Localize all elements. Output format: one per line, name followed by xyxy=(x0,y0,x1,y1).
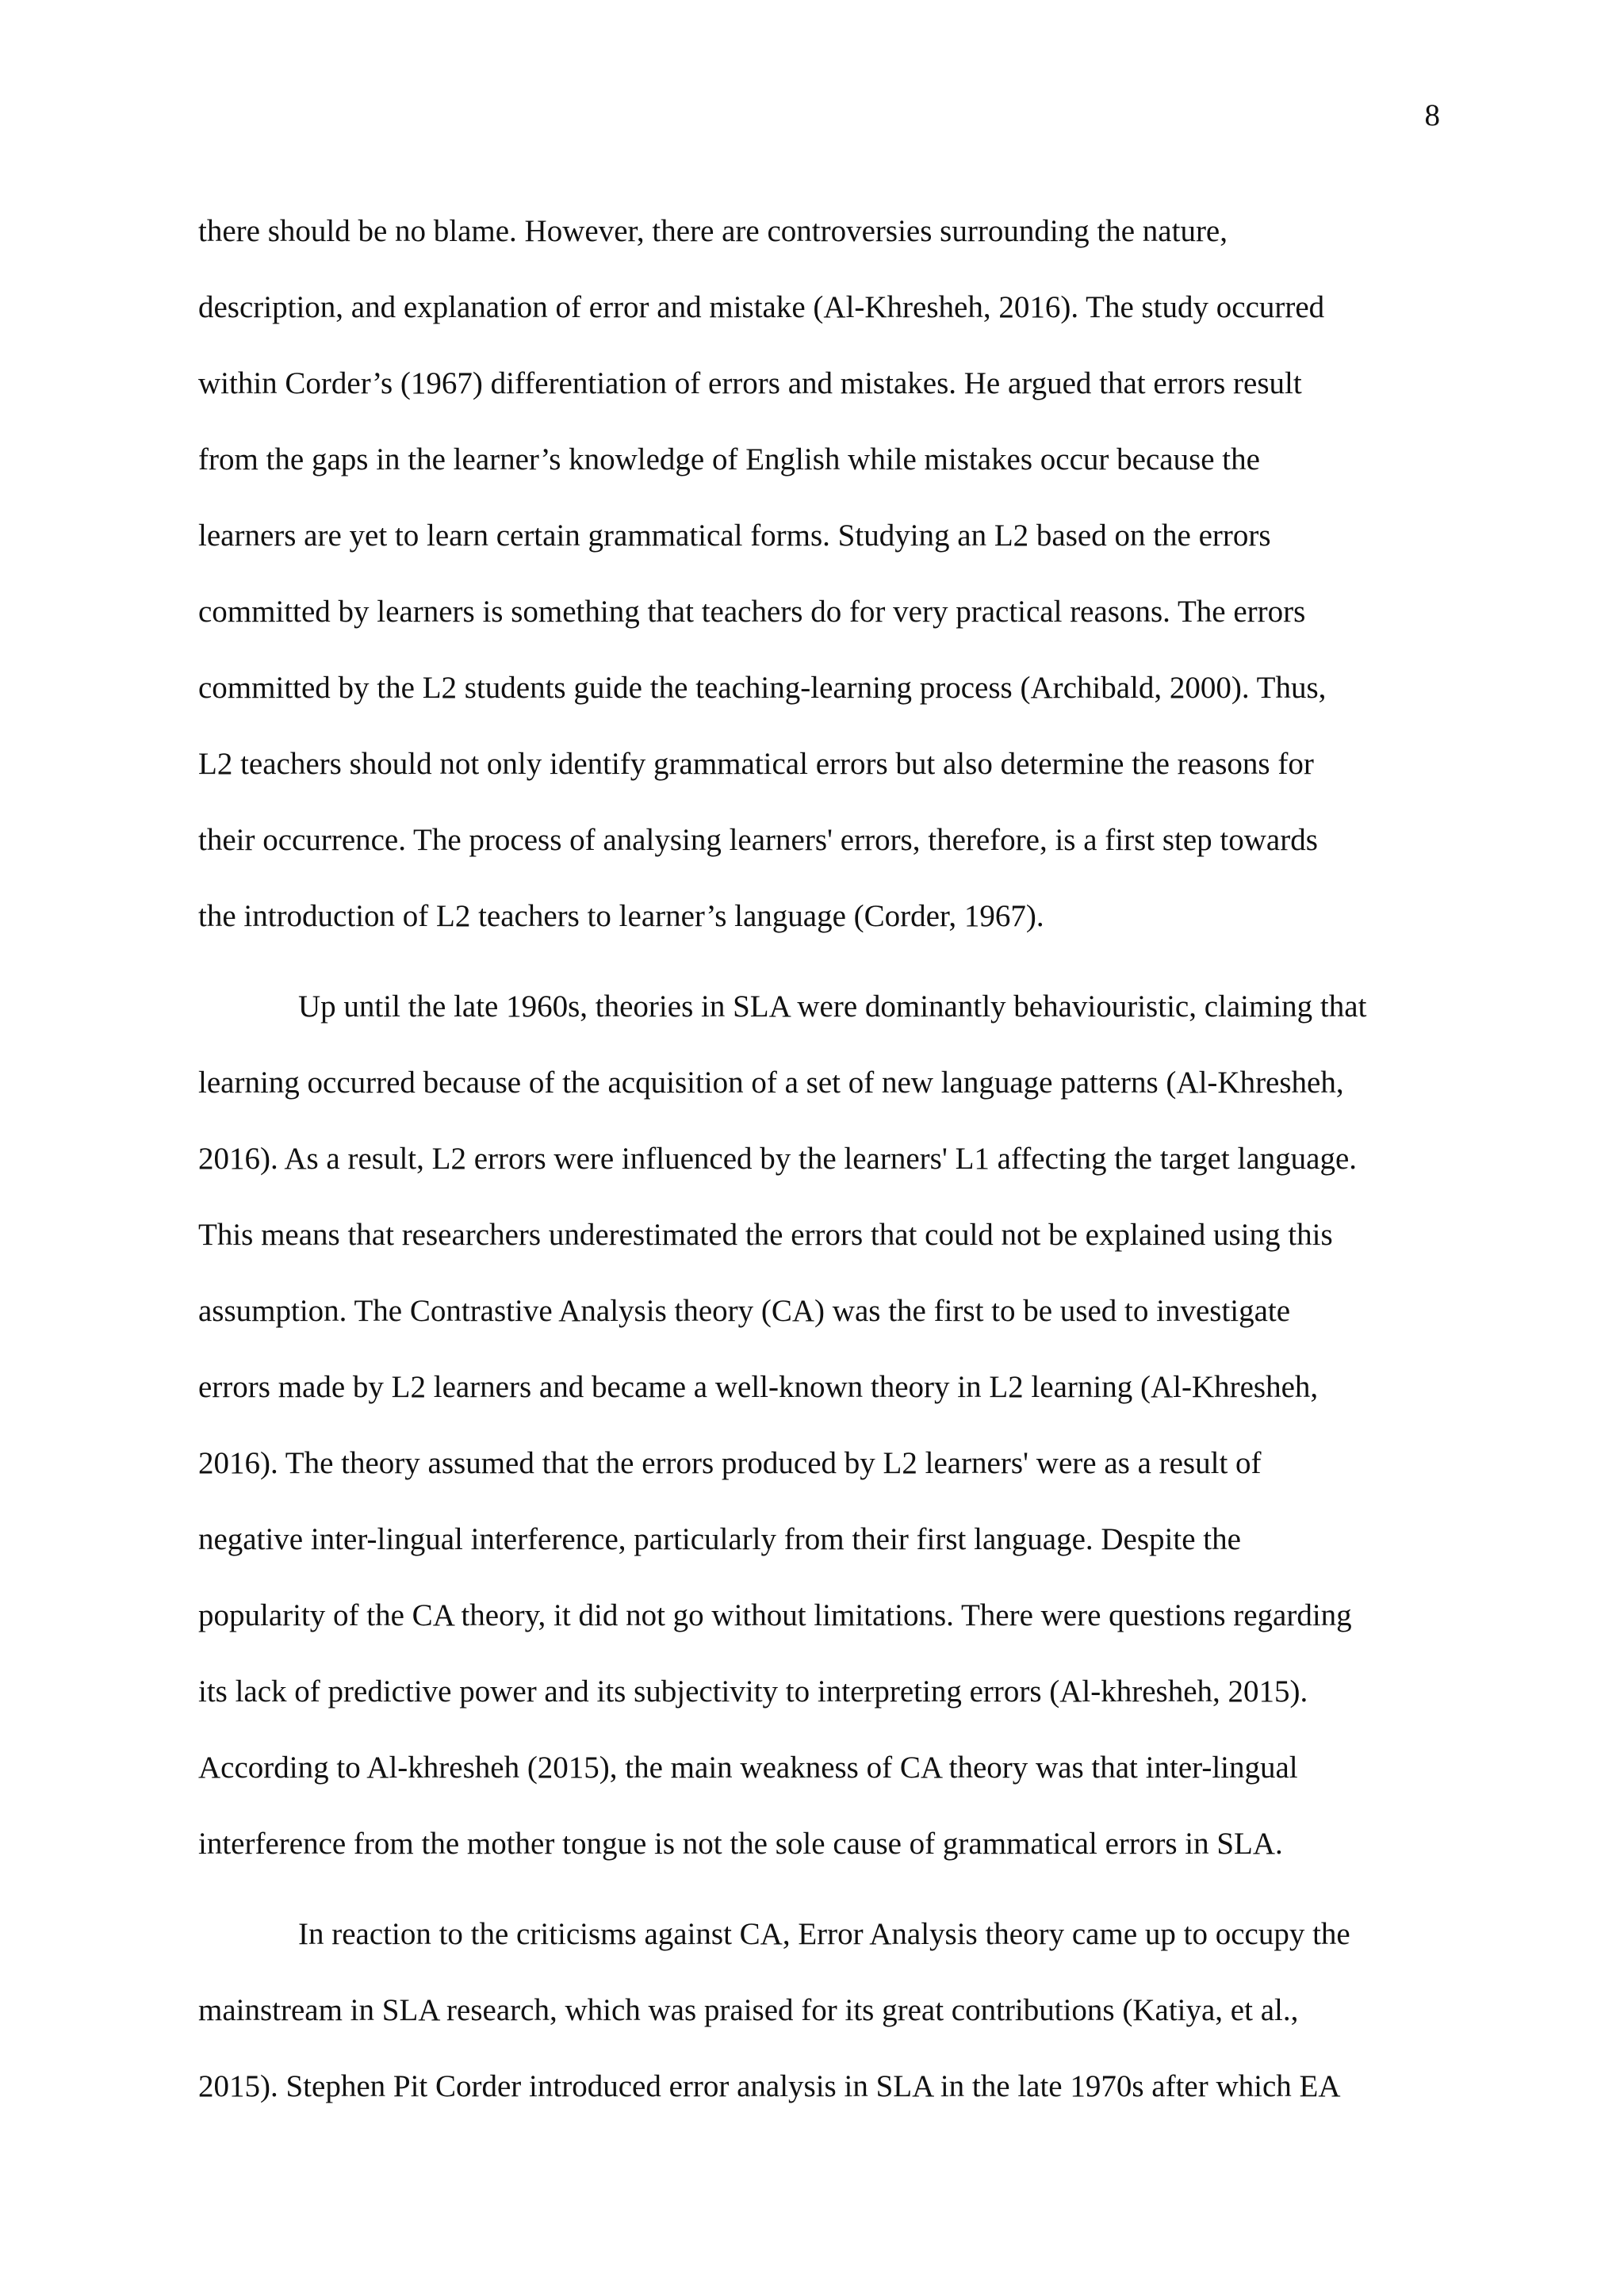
paragraph-line: mainstream in SLA research, which was praised for its great contributions (Katiya, et al., xyxy=(198,1993,1299,2027)
paragraph-line: L2 teachers should not only identify grammatical errors but also determine the reasons for xyxy=(198,747,1314,781)
paragraph-3 xyxy=(198,1896,1443,2125)
paragraph-line: its lack of predictive power and its subjectivity to interpreting errors (Al-khresheh, 2015). xyxy=(198,1674,1308,1709)
paragraph-line: committed by the L2 students guide the teaching-learning process (Archibald, 2000). Thus, xyxy=(198,671,1327,705)
paragraph-line: 2015). Stephen Pit Corder introduced error analysis in SLA in the late 1970s after which EA xyxy=(198,2069,1341,2103)
paragraph-line: description, and explanation of error and mistake (Al-Khresheh, 2016). The study occurred xyxy=(198,290,1325,324)
paragraph-line: learners are yet to learn certain grammatical forms. Studying an L2 based on the errors xyxy=(198,519,1271,553)
paragraph-line: errors made by L2 learners and became a well-known theory in L2 learning (Al-Khresheh, xyxy=(198,1370,1319,1404)
paragraph-line: within Corder’s (1967) differentiation of errors and mistakes. He argued that errors result xyxy=(198,366,1302,400)
paragraph-line: their occurrence. The process of analysing learners' errors, therefore, is a first step towards xyxy=(198,823,1318,857)
body-text xyxy=(198,193,1443,2125)
paragraph-line: 2016). The theory assumed that the errors produced by L2 learners' were as a result of xyxy=(198,1446,1262,1480)
paragraph-line: 2016). As a result, L2 errors were influenced by the learners' L1 affecting the target language. xyxy=(198,1142,1358,1176)
paragraph-line: assumption. The Contrastive Analysis theory (CA) was the first to be used to investigate xyxy=(198,1294,1291,1328)
paragraph-line: learning occurred because of the acquisition of a set of new language patterns (Al-Khresheh, xyxy=(198,1066,1344,1100)
paragraph-line: popularity of the CA theory, it did not go without limitations. There were questions regarding xyxy=(198,1598,1352,1632)
paragraph-line: According to Al-khresheh (2015), the main weakness of CA theory was that inter-lingual xyxy=(198,1751,1298,1785)
paragraph-line: from the gaps in the learner’s knowledge of English while mistakes occur because the xyxy=(198,442,1260,476)
paragraph-line: there should be no blame. However, there are controversies surrounding the nature, xyxy=(198,214,1228,248)
paragraph-line: Up until the late 1960s, theories in SLA were dominantly behaviouristic, claiming that xyxy=(298,989,1367,1024)
paragraph-2 xyxy=(198,969,1443,1882)
paragraph-line: negative inter-lingual interference, particularly from their first language. Despite the xyxy=(198,1522,1241,1556)
paragraph-line: interference from the mother tongue is not the sole cause of grammatical errors in SLA. xyxy=(198,1827,1283,1861)
paragraph-line: This means that researchers underestimated the errors that could not be explained using this xyxy=(198,1218,1333,1252)
paragraph-line: the introduction of L2 teachers to learner’s language (Corder, 1967). xyxy=(198,899,1044,933)
paragraph-line: In reaction to the criticisms against CA, Error Analysis theory came up to occupy the xyxy=(298,1917,1350,1951)
page-number: 8 xyxy=(1424,98,1440,132)
paragraph-1 xyxy=(198,193,1443,955)
paragraph-line: committed by learners is something that teachers do for very practical reasons. The errors xyxy=(198,595,1306,629)
